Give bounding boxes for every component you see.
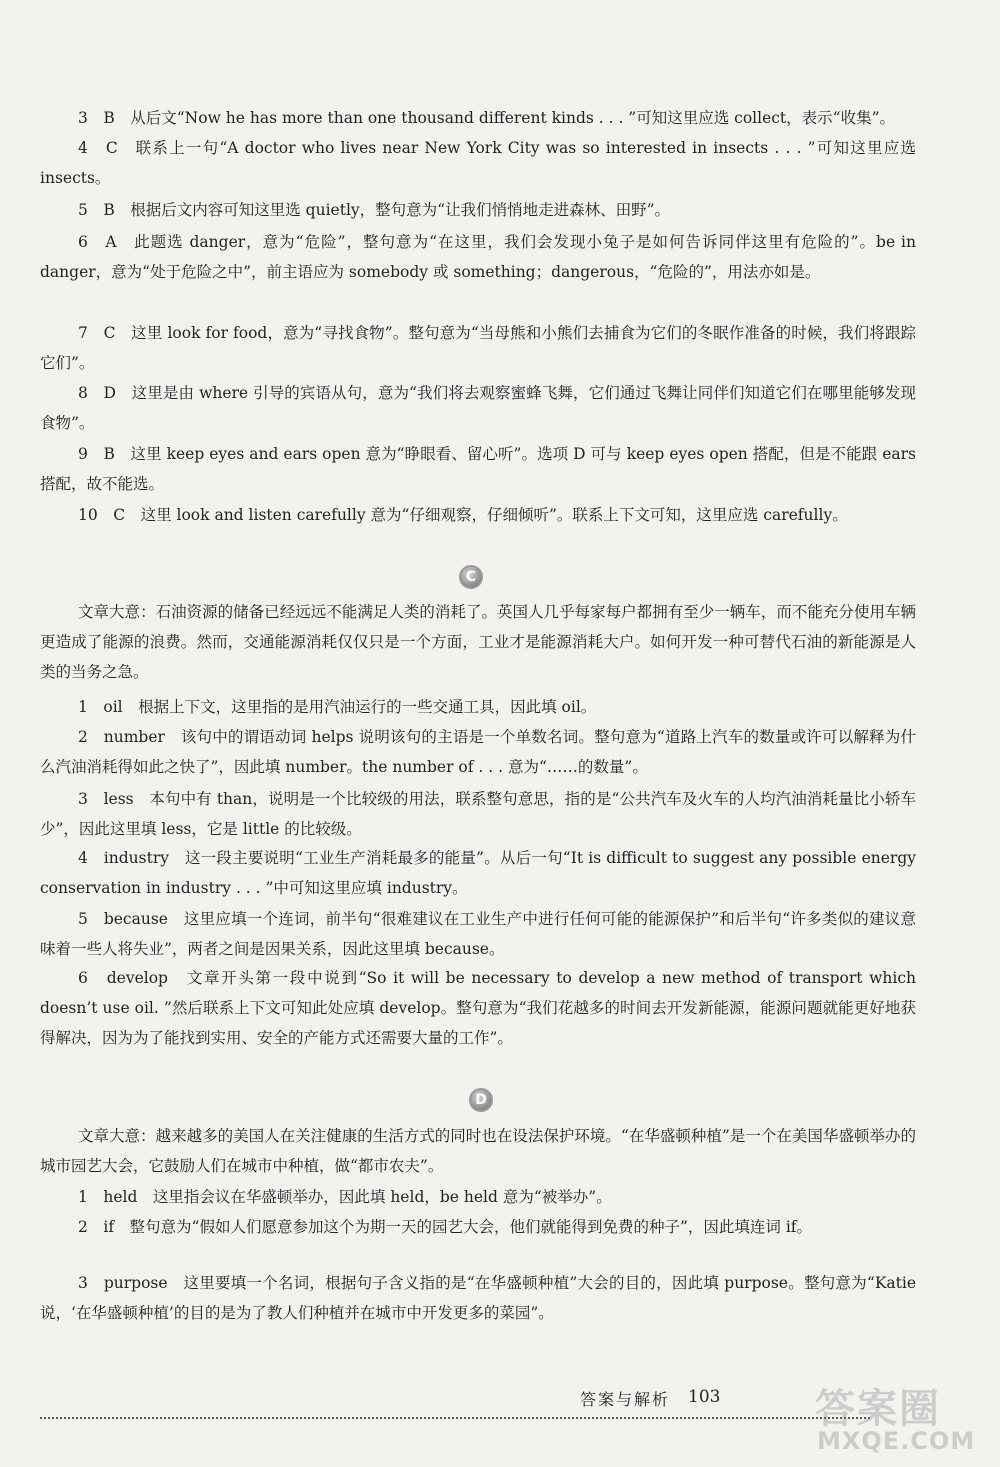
answer-c-5: 5 because 这里应填一个连词，前半句“很难建议在工业生产中进行任何可能的能源保护”和后半句“许多类似的建议意味着一些人将失业”，两者之间是因果关系，因此这里填 because。 xyxy=(40,910,916,958)
footer-title: 答案与解析 xyxy=(580,1390,671,1409)
answer-b-9: 9 B 这里 keep eyes and ears open 意为“睁眼看、留心听”。选项 D 可与 keep eyes open 搭配，但是不能跟 ears 搭配，故不能选。 xyxy=(40,445,916,493)
site-watermark xyxy=(815,1377,991,1461)
answer-d-1: 1 held 这里指会议在华盛顿举办，因此填 held，be held 意为“被举办”。 xyxy=(78,1188,612,1206)
section-c-badge: C xyxy=(459,565,483,589)
answer-b-5: 5 B 根据后文内容可知这里选 quietly，整句意为“让我们悄悄地走进森林、田野”。 xyxy=(78,201,671,219)
answer-c-2: 2 number 该句中的谓语动词 helps 说明该句的主语是一个单数名词。整句意为“道路上汽车的数量或许可以解释为什么汽油消耗得如此之快了”，因此填 number。the number of . . . 意为“……的数量”。 xyxy=(40,728,916,776)
answer-d-3: 3 purpose 这里要填一个名词，根据句子含义指的是“在华盛顿种植”大会的目的，因此填 purpose。整句意为“Katie 说，‘在华盛顿种植’的目的是为了教人们种植并在城市中开发更多的菜园”。 xyxy=(40,1274,916,1322)
answer-b-8: 8 D 这里是由 where 引导的宾语从句，意为“我们将去观察蜜蜂飞舞，它们通过飞舞让同伴们知道它们在哪里能够发现食物”。 xyxy=(40,384,916,432)
answer-b-10: 10 C 这里 look and listen carefully 意为“仔细观察，仔细倾听”。联系上下文可知，这里应选 carefully。 xyxy=(78,506,848,524)
answer-c-1: 1 oil 根据上下文，这里指的是用汽油运行的一些交通工具，因此填 oil。 xyxy=(78,698,597,716)
section-d-badge: D xyxy=(469,1088,493,1112)
footer-dotted-rule xyxy=(40,1417,870,1419)
watermark-url: MXQE.COM xyxy=(817,1427,976,1455)
answer-b-7: 7 C 这里 look for food，意为“寻找食物”。整句意为“当母熊和小熊们去捕食为它们的冬眠作准备的时候，我们将跟踪它们”。 xyxy=(40,324,916,372)
answer-b-6: 6 A 此题选 danger，意为“危险”，整句意为“在这里，我们会发现小兔子是如何告诉同伴这里有危险的”。be in danger，意为“处于危险之中”，前主语应为 somebody 或 something；dangerous，“危险的”，用法亦如是。 xyxy=(40,233,916,281)
answer-b-4: 4 C 联系上一句“A doctor who lives near New York City was so interested in insects . . . ”可知这里应选 insects。 xyxy=(40,139,916,187)
section-d-summary: 文章大意：越来越多的美国人在关注健康的生活方式的同时也在设法保护环境。“在华盛顿种植”是一个在美国华盛顿举办的城市园艺大会，它鼓励人们在城市中种植，做“都市农夫”。 xyxy=(40,1127,916,1175)
answer-c-4: 4 industry 这一段主要说明“工业生产消耗最多的能量”。从后一句“It is difficult to suggest any possible energy conservation in industry . . . ”中可知这里应填 industry。 xyxy=(40,849,916,897)
answer-b-3: 3 B 从后文“Now he has more than one thousand different kinds . . . ”可知这里应选 collect，表示“收集”。 xyxy=(78,109,896,127)
page-footer xyxy=(40,1385,920,1419)
watermark-logo-text: 答案圈 xyxy=(815,1386,941,1432)
answer-c-3: 3 less 本句中有 than，说明是一个比较级的用法，联系整句意思，指的是“公共汽车及火车的人均汽油消耗量比小轿车少”，因此这里填 less，它是 little 的比较级。 xyxy=(40,790,916,838)
section-c-summary: 文章大意：石油资源的储备已经远远不能满足人类的消耗了。英国人几乎每家每户都拥有至少一辆车，而不能充分使用车辆更造成了能源的浪费。然而，交通能源消耗仅仅只是一个方面，工业才是能源消耗大户。如何开发一种可替代石油的新能源是人类的当务之急。 xyxy=(40,603,916,681)
answer-c-6: 6 develop 文章开头第一段中说到“So it will be necessary to develop a new method of transport which doesn’t use oil. ”然后联系上下文可知此处应填 develop。整句意为“我们花越多的时间去开发新能源，能源问题就能更好地获得解决，因为为了能找到实用、安全的产能方式还需要大量的工作”。 xyxy=(40,969,916,1047)
page-number: 103 xyxy=(688,1387,721,1407)
answer-d-2: 2 if 整句意为“假如人们愿意参加这个为期一天的园艺大会，他们就能得到免费的种子”，因此填连词 if。 xyxy=(78,1218,813,1236)
